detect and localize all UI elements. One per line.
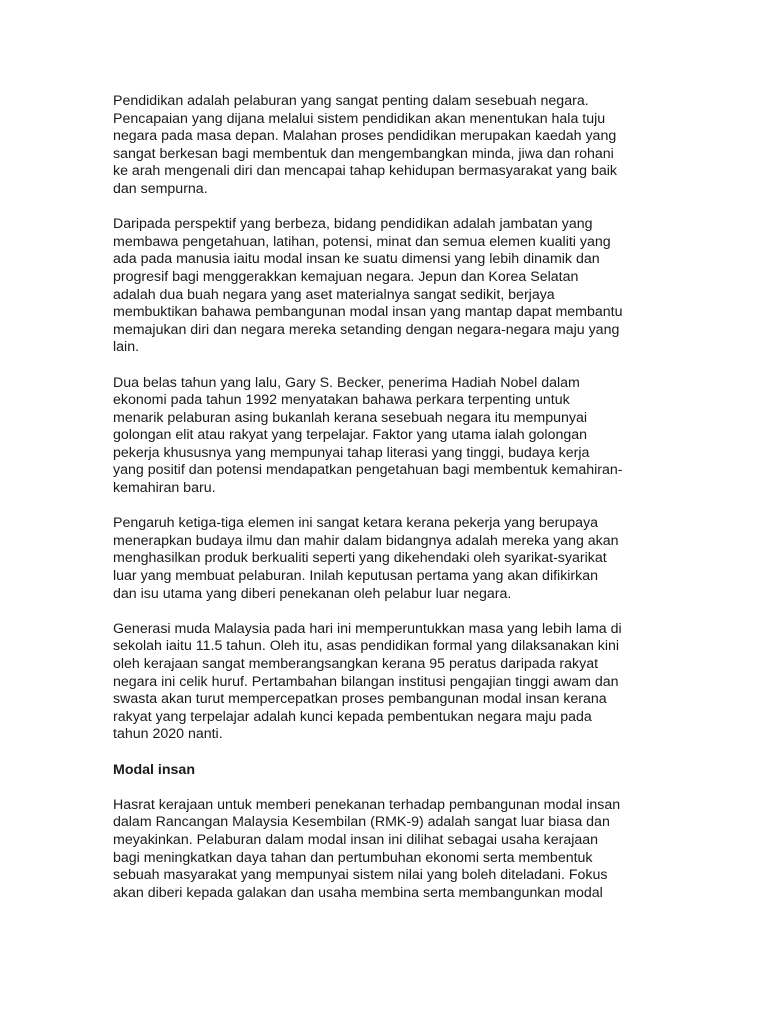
paragraph-5: Generasi muda Malaysia pada hari ini memperuntukkan masa yang lebih lama di sekolah iaitu 11.5 tahun. Oleh itu, asas pendidikan formal yang dilaksanakan kini oleh kerajaan sangat memberangsangkan kerana 95 peratus daripada rakyat negara ini celik huruf. Pertambahan bilangan institusi pengajian tinggi awam dan swasta akan turut mempercepatkan proses pembangunan modal insan kerana rakyat yang terpelajar adalah kunci kepada pembentukan negara maju pada tahun 2020 nanti. xyxy=(113,620,622,743)
paragraph-6: Hasrat kerajaan untuk memberi penekanan terhadap pembangunan modal insan dalam Rancangan Malaysia Kesembilan (RMK-9) adalah sangat luar biasa dan meyakinkan. Pelaburan dalam modal insan ini dilihat sebagai usaha kerajaan bagi meningkatkan daya tahan dan pertumbuhan ekonomi serta membentuk sebuah masyarakat yang mempunyai sistem nilai yang boleh diteladani. Fokus akan diberi kepada galakan dan usaha membina serta membangunkan modal xyxy=(113,796,621,901)
section-heading: Modal insan xyxy=(113,761,195,778)
paragraph-2: Daripada perspektif yang berbeza, bidang pendidikan adalah jambatan yang membawa pengetahuan, latihan, potensi, minat dan semua elemen kualiti yang ada pada manusia iaitu modal insan ke suatu dimensi yang lebih dinamik dan progresif bagi menggerakkan kemajuan negara. Jepun dan Korea Selatan adalah dua buah negara yang aset materialnya sangat sedikit, berjaya membuktikan bahawa pembangunan modal insan yang mantap dapat membantu memajukan diri dan negara mereka setanding dengan negara-negara maju yang lain. xyxy=(113,216,623,356)
paragraph-3: Dua belas tahun yang lalu, Gary S. Becker, penerima Hadiah Nobel dalam ekonomi pada tahun 1992 menyatakan bahawa perkara terpenting untuk menarik pelaburan asing bukanlah kerana sesebuah negara itu mempunyai golongan elit atau rakyat yang terpelajar. Faktor yang utama ialah golongan pekerja khususnya yang mempunyai tahap literasi yang tinggi, budaya kerja yang positif dan potensi mendapatkan pengetahuan bagi membentuk kemahiran- kemahiran baru. xyxy=(113,374,623,497)
paragraph-4: Pengaruh ketiga-tiga elemen ini sangat ketara kerana pekerja yang berupaya menerapkan budaya ilmu dan mahir dalam bidangnya adalah mereka yang akan menghasilkan produk berkualiti seperti yang dikehendaki oleh syarikat-syarikat luar yang membuat pelaburan. Inilah keputusan pertama yang akan difikirkan dan isu utama yang diberi penekanan oleh pelabur luar negara. xyxy=(113,515,619,602)
paragraph-1: Pendidikan adalah pelaburan yang sangat penting dalam sesebuah negara. Pencapaian yang dijana melalui sistem pendidikan akan menentukan hala tuju negara pada masa depan. Malahan proses pendidikan merupakan kaedah yang sangat berkesan bagi membentuk dan mengembangkan minda, jiwa dan rohani ke arah mengenali diri dan mencapai tahap kehidupan bermasyarakat yang baik dan sempurna. xyxy=(113,93,617,197)
document-page xyxy=(113,93,658,920)
